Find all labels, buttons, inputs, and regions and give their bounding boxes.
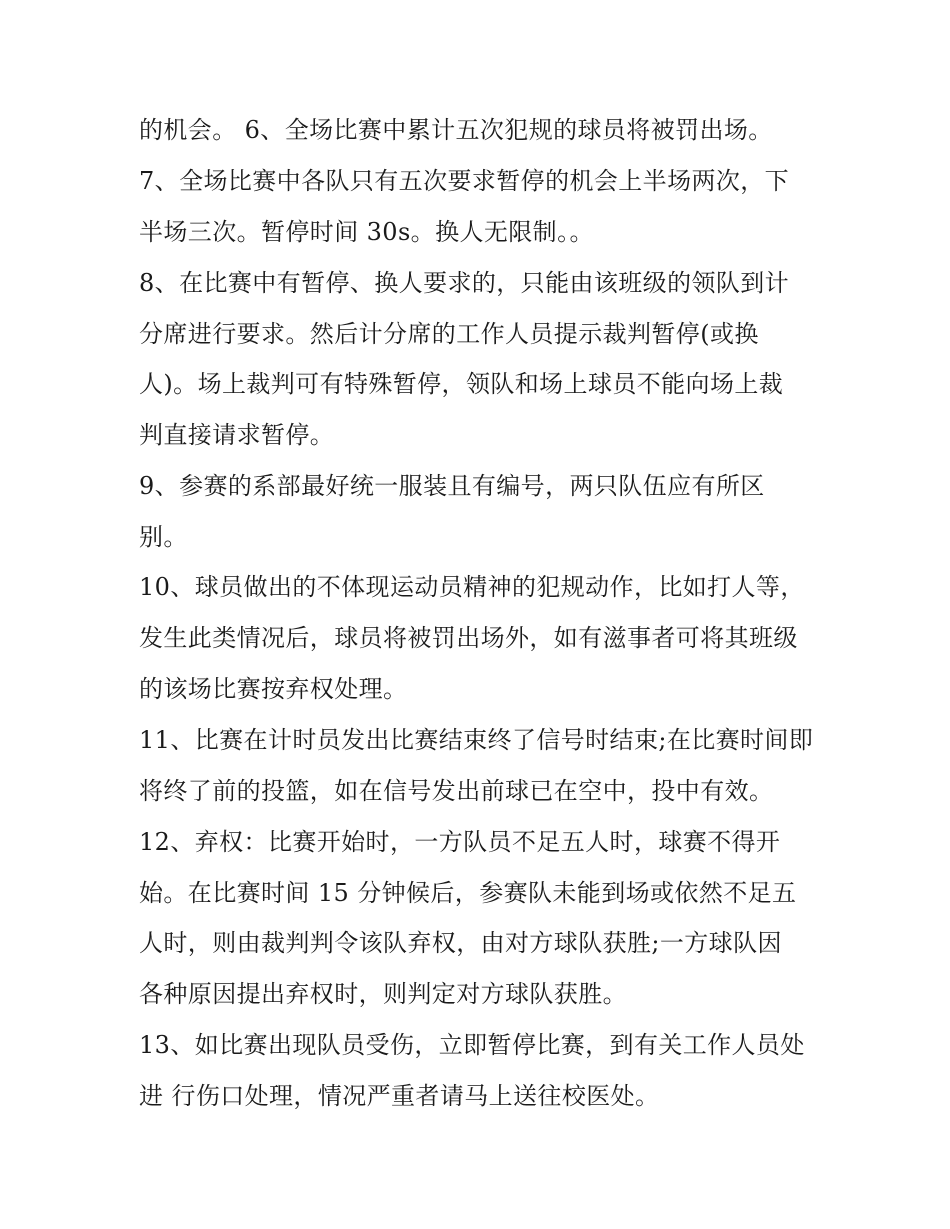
text-line: 7、全场比赛中各队只有五次要求暂停的机会上半场两次，下 xyxy=(139,167,790,195)
text-line: 9、参赛的系部最好统一服装且有编号，两只队伍应有所区 xyxy=(139,472,765,500)
text-line: 13、如比赛出现队员受伤，立即暂停比赛，到有关工作人员处 xyxy=(139,1031,805,1059)
text-line: 11、比赛在计时员发出比赛结束终了信号时结束;在比赛时间即 xyxy=(139,726,814,754)
text-line: 12、弃权：比赛开始时，一方队员不足五人时，球赛不得开 xyxy=(139,828,781,856)
text-line: 人)。场上裁判可有特殊暂停，领队和场上球员不能向场上裁 xyxy=(139,370,784,398)
text-line: 将终了前的投篮，如在信号发出前球已在空中，投中有效。 xyxy=(139,777,774,805)
text-line: 判直接请求暂停。 xyxy=(139,421,335,449)
text-line: 始。在比赛时间 15 分钟候后，参赛队未能到场或依然不足五 xyxy=(139,879,797,907)
text-line: 8、在比赛中有暂停、换人要求的，只能由该班级的领队到计 xyxy=(139,269,790,297)
text-line: 半场三次。暂停时间 30s。换人无限制。。 xyxy=(139,218,594,246)
text-line: 发生此类情况后，球员将被罚出场外，如有滋事者可将其班级 xyxy=(139,624,798,652)
text-line: 各种原因提出弃权时，则判定对方球队获胜。 xyxy=(139,980,627,1008)
text-line: 10、球员做出的不体现运动员精神的犯规动作，比如打人等， xyxy=(139,573,805,601)
text-line: 别。 xyxy=(139,523,188,551)
text-line: 的机会。 6、全场比赛中累计五次犯规的球员将被罚出场。 xyxy=(139,116,773,144)
text-line: 进 行伤口处理，情况严重者请马上送往校医处。 xyxy=(139,1082,660,1110)
text-line: 人时，则由裁判判令该队弃权，由对方球队获胜;一方球队因 xyxy=(139,929,782,957)
text-line: 的该场比赛按弃权处理。 xyxy=(139,675,408,703)
text-line: 分席进行要求。然后计分席的工作人员提示裁判暂停(或换 xyxy=(139,320,759,348)
